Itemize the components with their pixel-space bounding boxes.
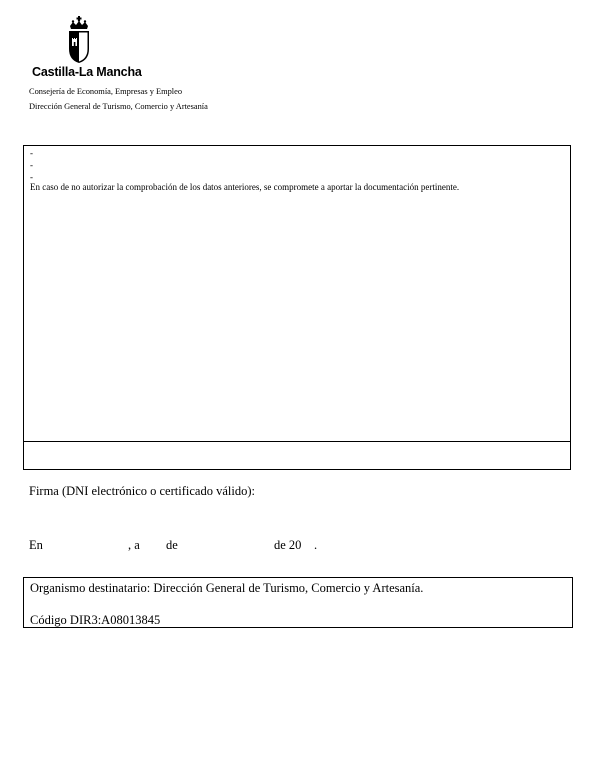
header-logo bbox=[32, 16, 142, 82]
consent-item-1: - bbox=[30, 148, 33, 158]
destination-box bbox=[23, 577, 573, 628]
consent-box-divider bbox=[24, 441, 570, 442]
destination-organism: Organismo destinatario: Dirección General de Turismo, Comercio y Artesanía. bbox=[30, 581, 424, 595]
consent-item-3: - bbox=[30, 172, 33, 182]
castilla-la-mancha-crest-icon bbox=[65, 16, 93, 64]
signature-label: Firma (DNI electrónico o certificado válido): bbox=[29, 484, 255, 498]
logo-text: Castilla-La Mancha bbox=[32, 65, 142, 79]
consent-notice: En caso de no autorizar la comprobación de los datos anteriores, se compromete a aportar la documentación pertinente. bbox=[30, 182, 460, 192]
directorate-name: Dirección General de Turismo, Comercio y Artesanía bbox=[29, 102, 208, 111]
year-prefix: de 20 bbox=[274, 538, 302, 552]
place-prefix: En bbox=[29, 538, 43, 552]
consent-item-2: - bbox=[30, 160, 33, 170]
department-name: Consejería de Economía, Empresas y Empleo bbox=[29, 87, 183, 96]
destination-code: Código DIR3:A08013845 bbox=[30, 613, 161, 627]
consent-box bbox=[23, 145, 571, 470]
month-connector: de bbox=[166, 538, 178, 552]
date-end: . bbox=[314, 538, 318, 552]
date-connector: , a bbox=[128, 538, 140, 552]
